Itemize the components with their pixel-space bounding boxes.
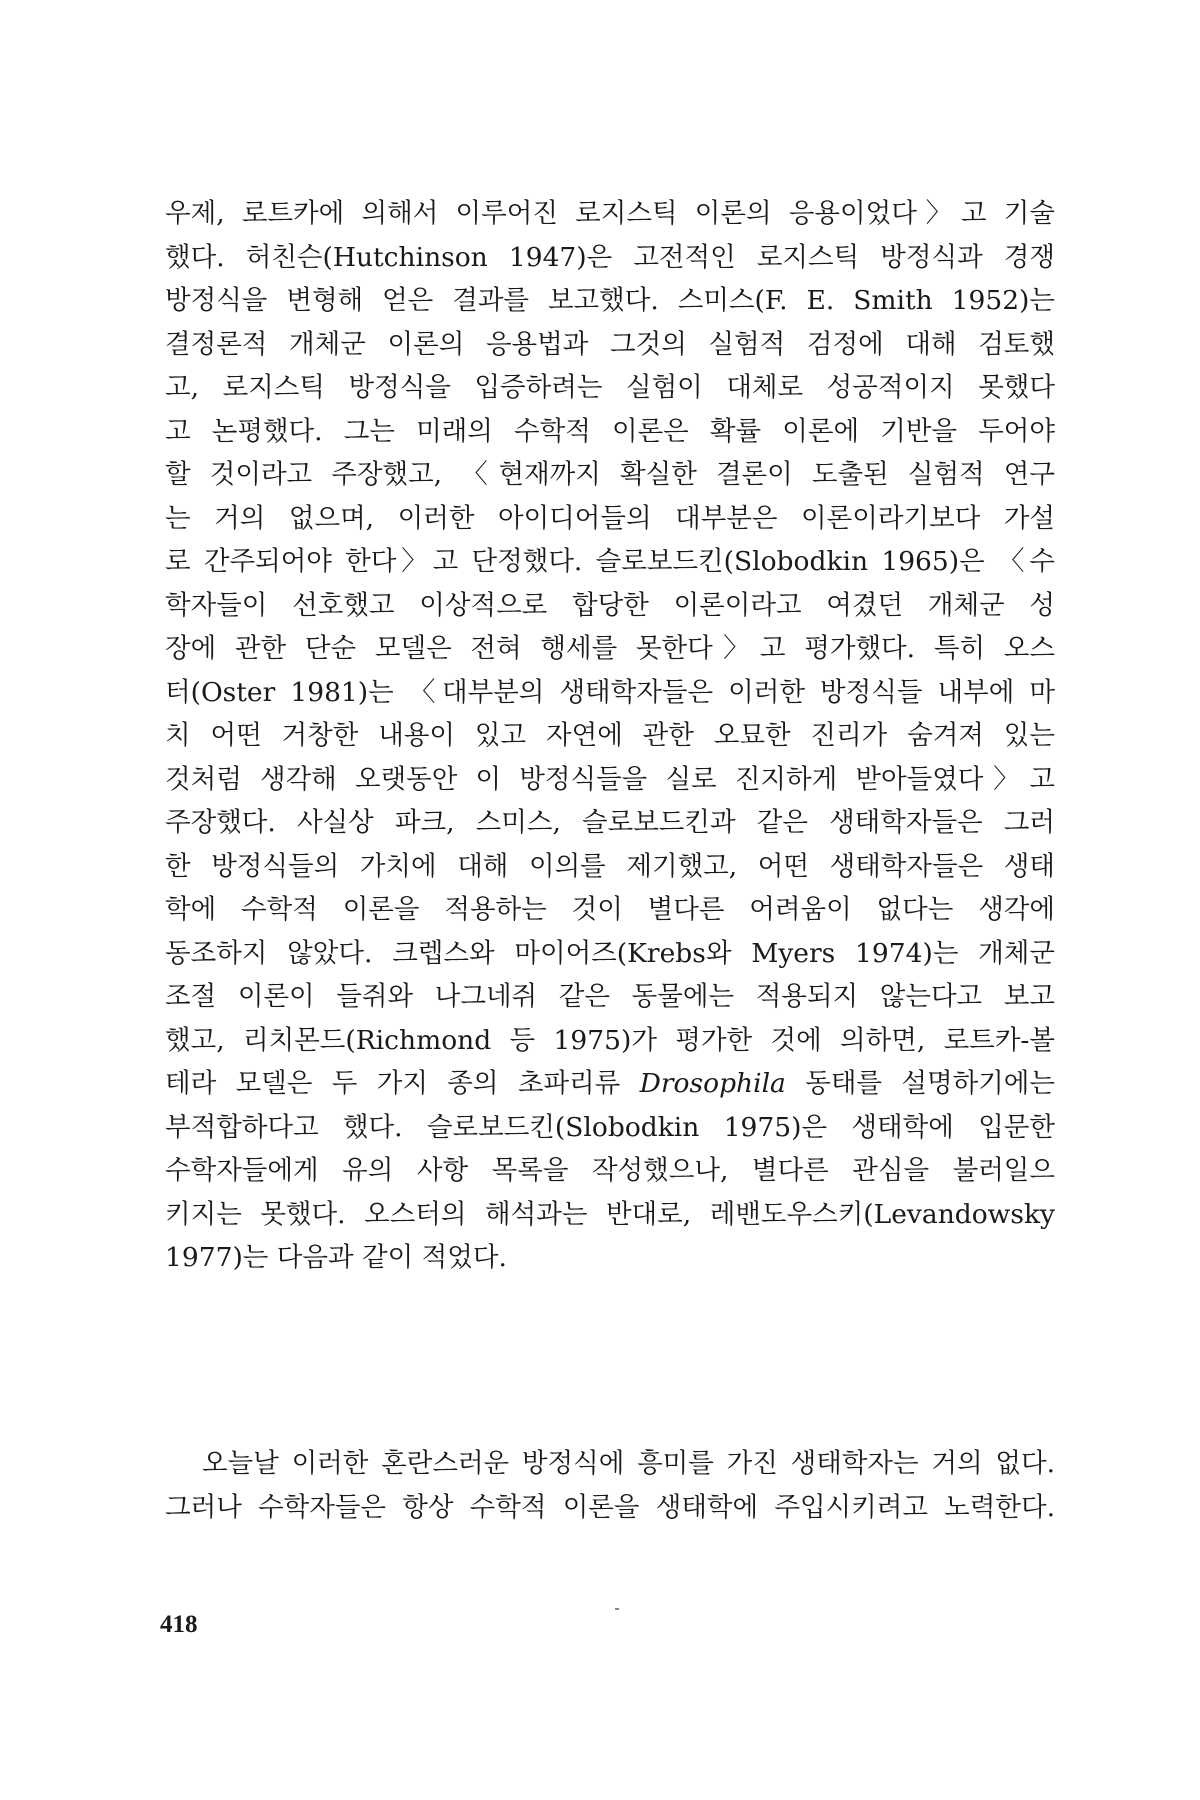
body-line-with-italic: [165, 1062, 1055, 1106]
body-line: 터(Oster 1981)는 〈대부분의 생태학자들은 이러한 방정식들 내부에 마: [165, 676, 1055, 708]
quote-line: 오늘날 이러한 혼란스러운 방정식에 흥미를 가진 생태학자는 거의 없다.: [202, 1448, 1055, 1479]
body-line: 치 어떤 거창한 내용이 있고 자연에 관한 오묘한 진리가 숨겨져 있는: [165, 720, 1055, 751]
body-paragraph: [165, 192, 1055, 1280]
body-line: 는 거의 없으며, 이러한 아이디어들의 대부분은 이론이라기보다 가설: [165, 502, 1055, 534]
body-line: 부적합하다고 했다. 슬로보드킨(Slobodkin 1975)은 생태학에 입문한: [165, 1111, 1055, 1143]
body-line: 우제, 로트카에 의해서 이루어진 로지스틱 이론의 응용이었다〉고 기술: [165, 198, 1055, 229]
page-number: 418: [160, 1611, 198, 1638]
body-line: 고 논평했다. 그는 미래의 수학적 이론은 확률 이론에 기반을 두어야: [165, 415, 1055, 447]
line-text-after: 동태를 설명하기에는: [785, 1068, 1055, 1099]
block-quote: [165, 1442, 1055, 1529]
body-line: 학에 수학적 이론을 적용하는 것이 별다른 어려움이 없다는 생각에: [165, 894, 1055, 925]
body-line: 할 것이라고 주장했고, 〈현재까지 확실한 결론이 도출된 실험적 연구: [165, 459, 1055, 490]
body-line: 주장했다. 사실상 파크, 스미스, 슬로보드킨과 같은 생태학자들은 그러: [165, 807, 1055, 838]
body-line: 한 방정식들의 가치에 대해 이의를 제기했고, 어떤 생태학자들은 생태: [165, 850, 1055, 882]
body-line: 장에 관한 단순 모델은 전혀 행세를 못한다〉고 평가했다. 특히 오스: [165, 633, 1055, 664]
body-line: 것처럼 생각해 오랫동안 이 방정식들을 실로 진지하게 받아들였다〉고: [165, 763, 1055, 795]
body-line: 1977)는 다음과 같이 적었다.: [165, 1242, 507, 1273]
body-line: 결정론적 개체군 이론의 응용법과 그것의 실험적 검정에 대해 검토했: [165, 328, 1055, 360]
body-line: 학자들이 선호했고 이상적으로 합당한 이론이라고 여겼던 개체군 성: [165, 589, 1055, 621]
quote-line: 그러나 수학자들은 항상 수학적 이론을 생태학에 주입시키려고 노력한다.: [165, 1491, 1055, 1523]
body-line: 로 간주되어야 한다〉고 단정했다. 슬로보드킨(Slobodkin 1965)은 〈수: [165, 546, 1055, 577]
body-line: 조절 이론이 들쥐와 나그네쥐 같은 동물에는 적용되지 않는다고 보고: [165, 981, 1055, 1012]
body-line: 수학자들에게 유의 사항 목록을 작성했으나, 별다른 관심을 불러일으: [165, 1155, 1055, 1186]
body-line: 했다. 허친슨(Hutchinson 1947)은 고전적인 로지스틱 방정식과 경쟁: [165, 241, 1055, 273]
body-line: 고, 로지스틱 방정식을 입증하려는 실험이 대체로 성공적이지 못했다: [165, 372, 1055, 403]
body-line: 방정식을 변형해 얻은 결과를 보고했다. 스미스(F. E. Smith 1952)는: [165, 285, 1055, 316]
body-line: 했고, 리치몬드(Richmond 등 1975)가 평가한 것에 의하면, 로트카-볼: [165, 1024, 1055, 1056]
species-name-italic: Drosophila: [639, 1068, 786, 1099]
body-line: 동조하지 않았다. 크렙스와 마이어즈(Krebs와 Myers 1974)는 개체군: [165, 937, 1055, 969]
line-text-before: 테라 모델은 두 가지 종의 초파리류: [165, 1068, 640, 1099]
scan-speck: [615, 1608, 619, 1610]
body-line: 키지는 못했다. 오스터의 해석과는 반대로, 레밴도우스키(Levandowsky: [165, 1198, 1055, 1230]
